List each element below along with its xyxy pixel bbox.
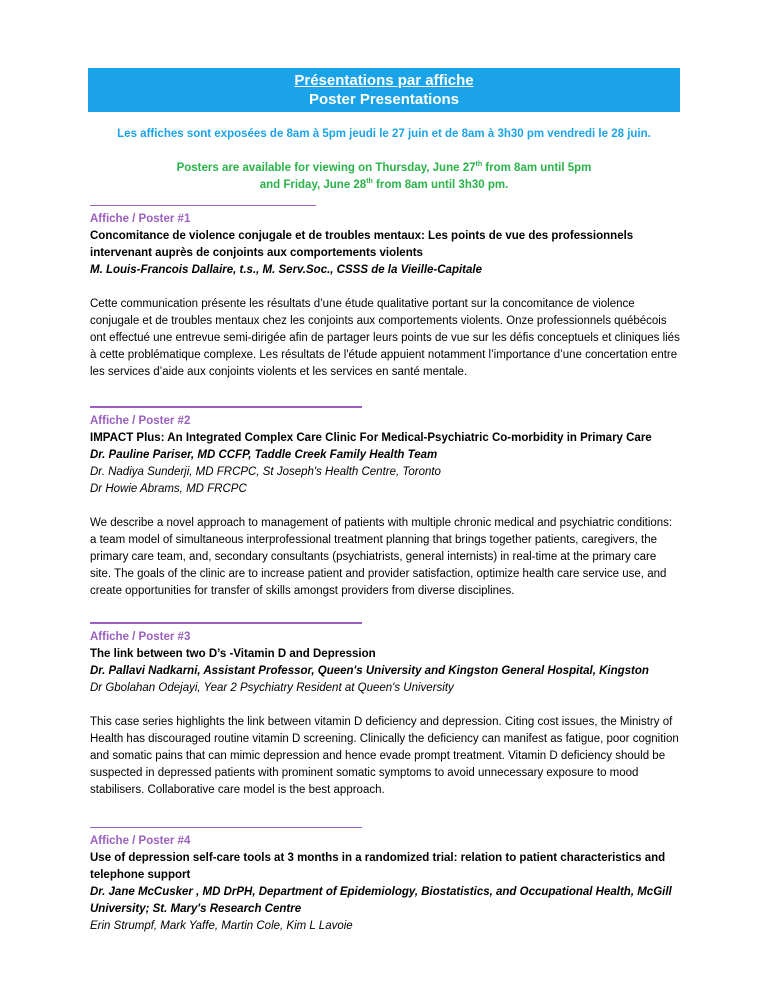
divider (90, 622, 362, 624)
poster-tag: Affiche / Poster #1 (90, 213, 191, 225)
poster-tag: Affiche / Poster #2 (90, 415, 191, 427)
poster-title: Concomitance de violence conjugale et de troubles mentaux: Les points de vue des professionnels intervenant auprès de conjoints aux comportements violents (90, 230, 634, 259)
poster-title: The link between two D’s -Vitamin D and Depression (90, 648, 376, 660)
poster-entry-1 (90, 205, 680, 381)
poster-abstract: We describe a novel approach to management of patients with multiple chronic medical and psychiatric conditions: a team model of simultaneous interprofessional treatment planning that brings together patients, caregivers, the primary care team, and, secondary consultants (psychiatrists, general internists) in real-time at the primary care site. The goals of the clinic are to increase patient and provider satisfaction, optimize health care service use, and create opportunities for transfer of skills amongst providers from diverse disciplines. (90, 517, 673, 597)
poster-title: IMPACT Plus: An Integrated Complex Care Clinic For Medical-Psychiatric Co-morbidity in Primary Care (90, 432, 652, 444)
poster-coauthor: Dr Gbolahan Odejayi, Year 2 Psychiatry Resident at Queen's University (90, 682, 454, 694)
poster-coauthor: Dr. Nadiya Sunderji, MD FRCPC, St Joseph's Health Centre, Toronto (90, 466, 441, 478)
poster-presenter: M. Louis-Francois Dallaire, t.s., M. Serv.Soc., CSSS de la Vieille-Capitale (90, 264, 482, 276)
poster-entry-2 (90, 406, 680, 600)
poster-presenter: Dr. Jane McCusker , MD DrPH, Department of Epidemiology, Biostatistics, and Occupational Health, McGill University; St. Mary's Research Centre (90, 886, 672, 915)
poster-tag: Affiche / Poster #3 (90, 631, 191, 643)
poster-coauthor: Erin Strumpf, Mark Yaffe, Martin Cole, Kim L Lavoie (90, 920, 353, 932)
divider (90, 827, 362, 828)
poster-abstract: Cette communication présente les résultats d’une étude qualitative portant sur la concomitance de violence conjugale et de troubles mentaux chez les conjoints aux comportements violents. Onze professionnels québécois ont effectué une entrevue semi-dirigée afin de partager leurs points de vue sur les défis conceptuels et cliniques liés à cette problématique complexe. Les résultats de l'étude appuient notamment l’importance d’une concertation entre les services d’aide aux conjoints violents et les services en santé mentale. (90, 298, 680, 378)
poster-tag: Affiche / Poster #4 (90, 835, 191, 847)
poster-title: Use of depression self-care tools at 3 months in a randomized trial: relation to patient characteristics and telephone support (90, 852, 666, 881)
schedule-line-2: and Friday, June 28th from 8am until 3h30 pm. (259, 178, 509, 191)
schedule-notice-fr: Les affiches sont exposées de 8am à 5pm jeudi le 27 juin et de 8am à 3h30 pm vendredi le 28 juin. (117, 128, 651, 140)
poster-coauthor: Dr Howie Abrams, MD FRCPC (90, 483, 247, 495)
poster-entry-3 (90, 622, 680, 799)
banner-title-fr: Présentations par affiche (294, 72, 474, 89)
schedule-notice-en (0, 160, 768, 194)
poster-abstract: This case series highlights the link between vitamin D deficiency and depression. Citing cost issues, the Ministry of Health has discouraged routine vitamin D screening. Clinically the deficiency can manifest as fatigue, poor cognition and somatic pains that can mimic depression and hence evade prompt treatment. Vitamin D deficiency should be suspected in depressed patients with prominent somatic symptoms to avoid unnecessary exposure to mood stabilisers. Collaborative care model is the best approach. (90, 716, 679, 796)
divider (90, 205, 316, 206)
poster-presenter: Dr. Pallavi Nadkarni, Assistant Professor, Queen's University and Kingston General Hospital, Kingston (90, 665, 649, 677)
divider (90, 406, 362, 408)
section-banner (88, 68, 680, 112)
poster-entry-4 (90, 827, 680, 935)
poster-presenter: Dr. Pauline Pariser, MD CCFP, Taddle Creek Family Health Team (90, 449, 438, 461)
banner-title-en: Poster Presentations (308, 91, 460, 108)
schedule-line-1: Posters are available for viewing on Thursday, June 27th from 8am until 5pm (176, 161, 592, 174)
